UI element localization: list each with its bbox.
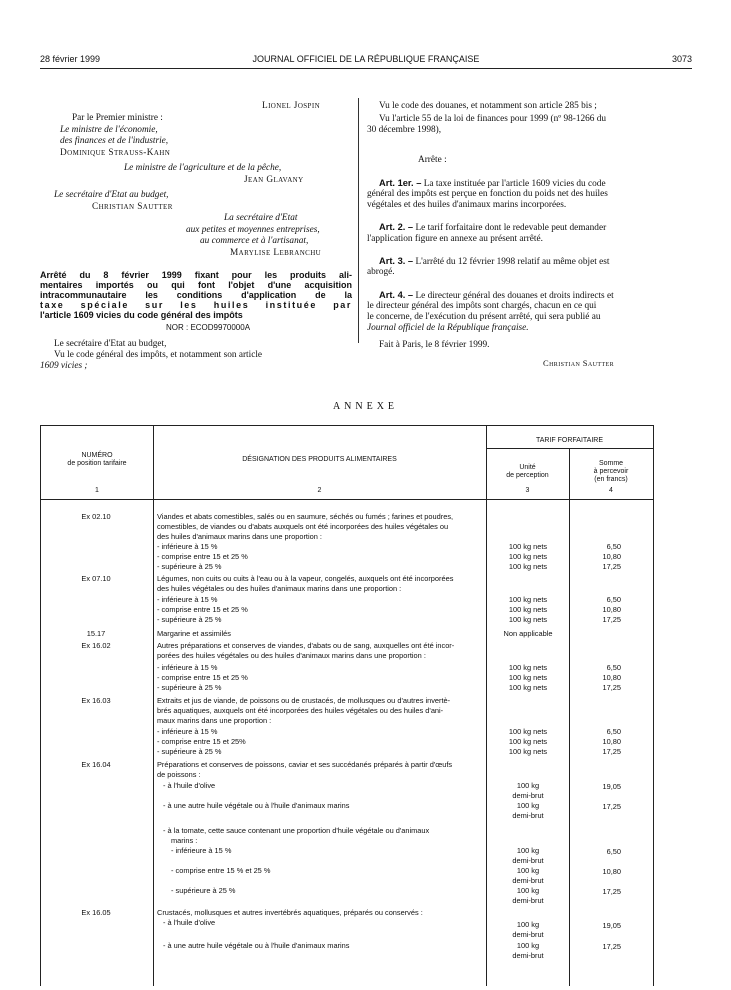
table-header-rule — [41, 499, 653, 500]
row-unit: 100 kg — [516, 920, 540, 929]
header-somme-sub: à percevoir — [593, 468, 629, 475]
row-desc: marins : — [171, 836, 198, 845]
table-col-divider — [569, 448, 570, 986]
preamble-cgi-line2: 1609 vicies ; — [40, 361, 88, 371]
row-unit: demi-brut — [512, 951, 544, 960]
fait-a-paris: Fait à Paris, le 8 février 1999. — [379, 340, 490, 350]
decree-title — [40, 270, 352, 320]
row-unit: 100 kg nets — [508, 552, 548, 561]
signature-lebranchu: Marylise Lebranchu — [230, 248, 322, 258]
row-desc: - supérieure à 25 % — [157, 683, 222, 692]
header-date: 28 février 1999 — [40, 54, 101, 64]
row-desc: - inférieure à 15 % — [157, 542, 218, 551]
row-amount: 17,25 — [602, 887, 621, 896]
col-number-1: 1 — [95, 487, 99, 494]
table-col-divider — [153, 426, 154, 986]
row-code: Ex 02.10 — [81, 512, 111, 521]
row-unit: 100 kg nets — [508, 737, 548, 746]
row-unit: 100 kg nets — [508, 605, 548, 614]
row-amount: 10,80 — [602, 673, 621, 682]
col-number-2: 2 — [317, 487, 322, 494]
decree-title-line: intracommunautaire les conditions d'application de la — [40, 290, 352, 300]
row-amount: 17,25 — [602, 802, 621, 811]
row-unit: 100 kg nets — [508, 747, 548, 756]
decree-title-line: taxe spéciale sur les huiles instituée par — [40, 300, 352, 310]
article-2 — [379, 222, 606, 234]
row-desc: maux marins dans une proportion : — [157, 716, 272, 725]
row-desc: brés aquatiques, auxquels ont été incorporées des huiles végétales ou des huiles d'ani- — [157, 706, 444, 715]
row-desc: - à l'huile d'olive — [163, 918, 216, 927]
page-header — [40, 54, 692, 68]
nor-reference: NOR : ECOD9970000A — [166, 323, 251, 332]
header-designation: DÉSIGNATION DES PRODUITS ALIMENTAIRES — [242, 456, 397, 463]
row-amount: 19,05 — [602, 921, 621, 930]
visa-loi-finances-line2: 30 décembre 1998), — [367, 125, 442, 135]
signature-pm: Lionel Jospin — [262, 101, 321, 111]
par-premier-ministre: Par le Premier ministre : — [72, 113, 163, 123]
row-unit: 100 kg nets — [508, 683, 548, 692]
row-amount: 10,80 — [602, 605, 621, 614]
secretary-pme-line3: au commerce et à l'artisanat, — [200, 236, 309, 246]
minister-agriculture: Le ministre de l'agriculture et de la pêche, — [124, 163, 282, 173]
header-somme: Somme — [598, 460, 624, 467]
row-unit: 100 kg nets — [508, 663, 548, 672]
row-desc: - à une autre huile végétale ou à l'huile d'animaux marins — [163, 801, 350, 810]
visa-loi-finances-line1: Vu l'article 55 de la loi de finances pour 1999 (nº 98-1266 du — [379, 114, 607, 124]
row-unit: 100 kg — [516, 886, 540, 895]
row-desc: Margarine et assimilés — [157, 629, 231, 638]
row-desc: - supérieure à 25 % — [157, 562, 222, 571]
row-code: Ex 16.02 — [81, 641, 111, 650]
row-unit: 100 kg nets — [508, 595, 548, 604]
table-col-divider — [486, 426, 487, 986]
row-amount: 17,25 — [602, 683, 621, 692]
row-code: 15.17 — [86, 629, 106, 638]
row-unit: 100 kg — [516, 866, 540, 875]
article-2-line2: l'application figure en annexe au présent arrêté. — [367, 234, 543, 244]
row-unit: 100 kg — [516, 941, 540, 950]
table-header-rule — [486, 448, 653, 449]
row-desc: - à la tomate, cette sauce contenant une proportion d'huile végétale ou d'animaux — [163, 826, 430, 835]
row-amount: 6,50 — [606, 542, 621, 551]
column-separator — [358, 98, 359, 343]
row-desc: des huiles végétales ou des huiles d'animaux marins dans une proportion : — [157, 584, 402, 593]
signature-glavany: Jean Glavany — [244, 175, 304, 185]
annexe-heading: ANNEXE — [332, 401, 399, 412]
row-desc: Autres préparations et conserves de viandes, d'abats ou de sang, auxquelles ont été incor- — [157, 641, 455, 650]
row-unit: demi-brut — [512, 876, 544, 885]
article-2-text: Le tarif forfaitaire dont le redevable peut demander — [415, 223, 607, 233]
row-unit: demi-brut — [512, 811, 544, 820]
row-unit: Non applicable — [503, 629, 553, 638]
header-page-number: 3073 — [671, 54, 692, 64]
row-desc: porées des huiles végétales ou des huiles d'animaux marins dans une proportion : — [157, 651, 426, 660]
article-4-line2: le directeur général des impôts sont chargés, chacun en ce qui — [367, 301, 597, 311]
article-4-line4: Journal officiel de la République française. — [367, 323, 529, 333]
row-amount: 6,50 — [606, 847, 621, 856]
row-desc: Préparations et conserves de poissons, caviar et ses succédanés préparés à partir d'œufs — [157, 760, 453, 769]
header-tarif: TARIF FORFAITAIRE — [535, 437, 604, 444]
header-unite: Unité — [519, 464, 536, 471]
row-code: Ex 16.05 — [81, 908, 111, 917]
row-amount: 17,25 — [602, 942, 621, 951]
article-1-line3: végétales et des huiles d'animaux marins incorporées. — [367, 200, 567, 210]
header-journal-title: JOURNAL OFFICIEL DE LA RÉPUBLIQUE FRANÇAISE — [252, 54, 480, 64]
row-unit: 100 kg nets — [508, 542, 548, 551]
row-desc: - supérieure à 25 % — [171, 886, 236, 895]
row-amount: 10,80 — [602, 552, 621, 561]
col-number-4: 4 — [609, 487, 613, 494]
row-desc: - comprise entre 15 et 25 % — [157, 673, 248, 682]
row-amount: 10,80 — [602, 867, 621, 876]
article-4-text: Le directeur général des douanes et droits indirects et — [415, 291, 614, 301]
row-desc: des huiles d'animaux marins dans une proportion : — [157, 532, 322, 541]
row-unit: 100 kg — [516, 781, 540, 790]
row-desc: - supérieure à 25 % — [157, 615, 222, 624]
row-desc: comestibles, de viandes ou d'abats auxquels ont été incorporées des huiles végétales ou — [157, 522, 449, 531]
header-somme-sub2: (en francs) — [594, 476, 628, 483]
decree-title-line: l'article 1609 vicies du code général des impôts — [40, 310, 243, 320]
row-desc: Légumes, non cuits ou cuits à l'eau ou à la vapeur, congelés, auxquels ont été incorporées — [157, 574, 454, 583]
row-code: Ex 16.03 — [81, 696, 111, 705]
signature-sautter: Christian Sautter — [92, 202, 173, 212]
row-desc: - comprise entre 15 et 25% — [157, 737, 246, 746]
article-3-text: L'arrêté du 12 février 1998 relatif au même objet est — [415, 257, 610, 267]
row-unit: 100 kg nets — [508, 727, 548, 736]
row-amount: 17,25 — [602, 562, 621, 571]
minister-economy-line1: Le ministre de l'économie, — [60, 125, 158, 135]
article-4-line3: le concerne, de l'exécution du présent arrêté, qui sera publié au — [367, 312, 601, 322]
row-amount: 6,50 — [606, 663, 621, 672]
row-unit: demi-brut — [512, 791, 544, 800]
article-3 — [379, 256, 609, 268]
row-desc: - à une autre huile végétale ou à l'huile d'animaux marins — [163, 941, 350, 950]
row-desc: - comprise entre 15 % et 25 % — [171, 866, 271, 875]
row-desc: Crustacés, mollusques et autres invertébrés aquatiques, préparés ou conservés : — [157, 908, 423, 917]
row-amount: 10,80 — [602, 737, 621, 746]
row-desc: - inférieure à 15 % — [171, 846, 232, 855]
article-4-label: Art. 4. – — [379, 290, 414, 300]
row-code: Ex 07.10 — [81, 574, 111, 583]
col-number-3: 3 — [525, 487, 530, 494]
signature-final: Christian Sautter — [543, 358, 614, 368]
row-unit: demi-brut — [512, 896, 544, 905]
row-desc: - inférieure à 15 % — [157, 663, 218, 672]
annex-table — [40, 425, 654, 986]
row-amount: 17,25 — [602, 747, 621, 756]
article-2-label: Art. 2. – — [379, 222, 414, 232]
row-desc: - comprise entre 15 et 25 % — [157, 605, 248, 614]
row-desc: Viandes et abats comestibles, salés ou en saumure, séchés ou fumés ; farines et poudres, — [157, 512, 454, 521]
row-desc: de poissons : — [157, 770, 201, 779]
row-desc: - supérieure à 25 % — [157, 747, 222, 756]
article-1-label: Art. 1er. – — [379, 178, 422, 188]
arrete-heading: Arrête : — [418, 155, 447, 165]
header-numero: NUMÉRO — [81, 452, 113, 459]
signature-strauss-kahn: Dominique Strauss-Kahn — [60, 148, 171, 158]
row-amount: 19,05 — [602, 782, 621, 791]
visa-douanes: Vu le code des douanes, et notamment son article 285 bis ; — [379, 101, 597, 111]
row-desc: Extraits et jus de viande, de poissons ou de crustacés, de mollusques ou d'autres invertè- — [157, 696, 451, 705]
row-desc: - inférieure à 15 % — [157, 595, 218, 604]
row-code: Ex 16.04 — [81, 760, 111, 769]
row-desc: - inférieure à 15 % — [157, 727, 218, 736]
header-numero-sub: de position tarifaire — [67, 460, 127, 467]
row-unit: 100 kg nets — [508, 615, 548, 624]
row-unit: 100 kg nets — [508, 673, 548, 682]
article-3-label: Art. 3. – — [379, 256, 414, 266]
row-amount: 6,50 — [606, 595, 621, 604]
article-1-text: La taxe instituée par l'article 1609 vicies du code — [423, 179, 606, 189]
minister-economy-line2: des finances et de l'industrie, — [60, 136, 169, 146]
header-unite-sub: de perception — [506, 472, 549, 479]
row-amount: 6,50 — [606, 727, 621, 736]
article-1-line2: général des impôts est perçue en fonction du poids net des huiles — [367, 189, 608, 199]
secretary-pme-line2: aux petites et moyennes entreprises, — [186, 225, 320, 235]
secretary-pme-line1: La secrétaire d'Etat — [224, 213, 298, 223]
row-unit: 100 kg — [516, 801, 540, 810]
row-desc: - à l'huile d'olive — [163, 781, 216, 790]
row-desc: - comprise entre 15 et 25 % — [157, 552, 248, 561]
row-amount: 17,25 — [602, 615, 621, 624]
row-unit: demi-brut — [512, 856, 544, 865]
preamble-secretary: Le secrétaire d'Etat au budget, — [54, 339, 167, 349]
article-3-line2: abrogé. — [367, 267, 395, 277]
decree-title-line: Arrêté du 8 février 1999 fixant pour les produits ali- — [40, 270, 352, 280]
preamble-cgi-line1: Vu le code général des impôts, et notamment son article — [54, 350, 263, 360]
row-unit: demi-brut — [512, 930, 544, 939]
header-rule — [40, 68, 692, 69]
secretary-budget: Le secrétaire d'Etat au budget, — [54, 190, 169, 200]
decree-title-line: mentaires importés ou qui font l'objet d'une acquisition — [40, 280, 352, 290]
row-unit: 100 kg — [516, 846, 540, 855]
row-unit: 100 kg nets — [508, 562, 548, 571]
